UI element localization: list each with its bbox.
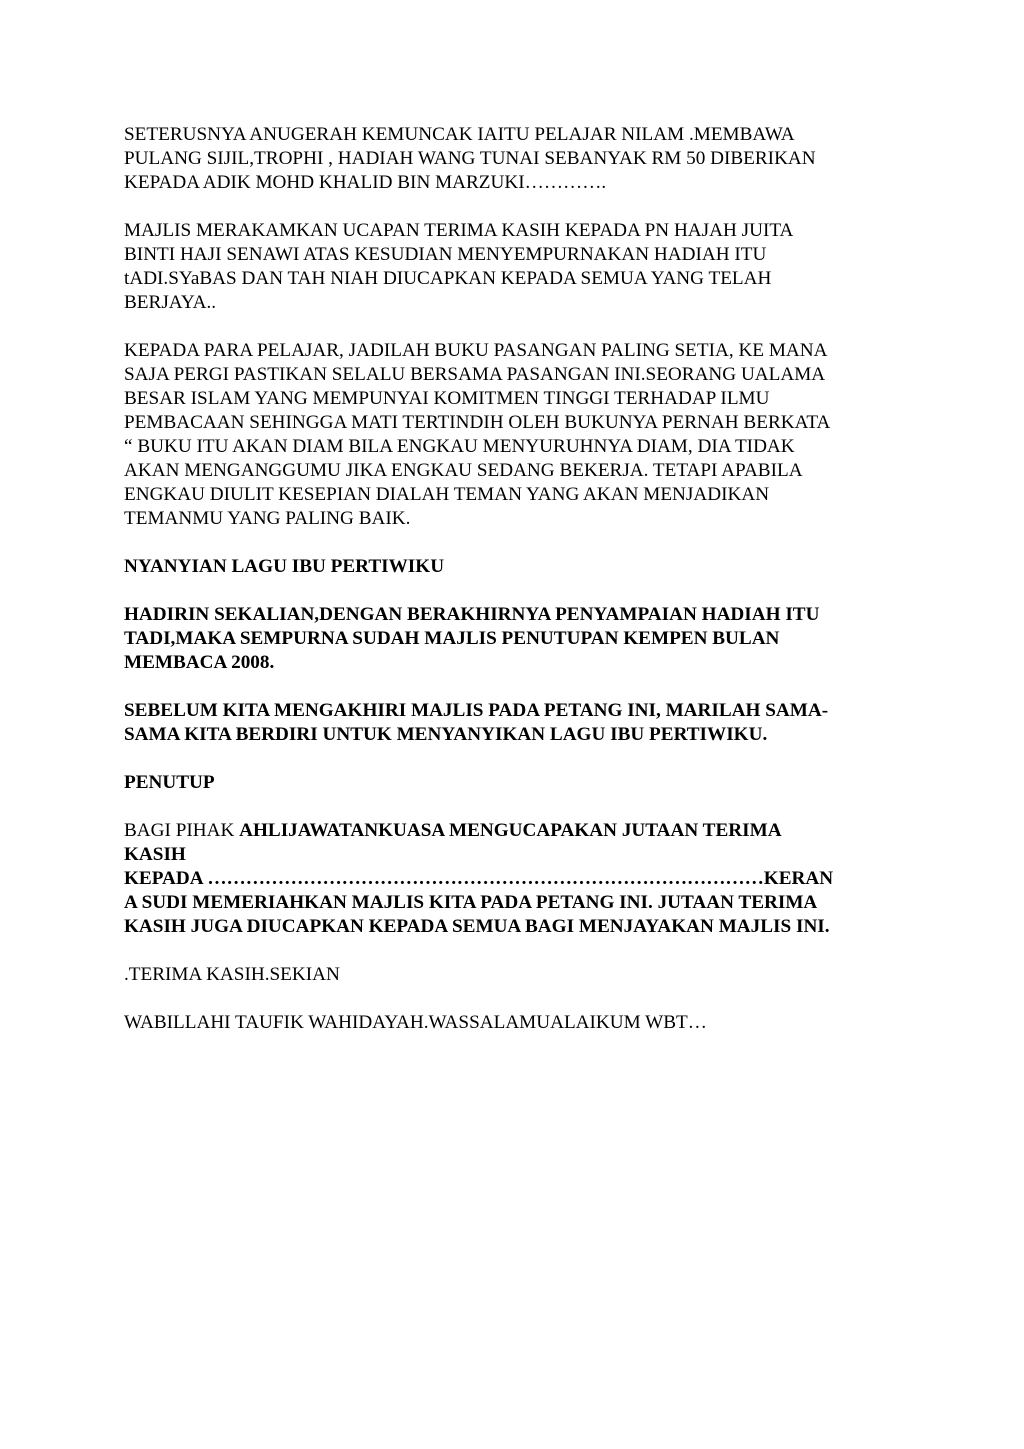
- text-line: SEBELUM KITA MENGAKHIRI MAJLIS PADA PETANG INI, MARILAH SAMA-: [124, 700, 829, 721]
- text-line: BINTI HAJI SENAWI ATAS KESUDIAN MENYEMPURNAKAN HADIAH ITU: [124, 244, 767, 265]
- text-line: PULANG SIJIL,TROPHI , HADIAH WANG TUNAI SEBANYAK RM 50 DIBERIKAN: [124, 148, 816, 169]
- text-line: SAJA PERGI PASTIKAN SELALU BERSAMA PASANGAN INI.SEORANG UALAMA: [124, 364, 826, 385]
- text-line: KEPADA PARA PELAJAR, JADILAH BUKU PASANGAN PALING SETIA, KE MANA: [124, 340, 828, 361]
- text-line: ENGKAU DIULIT KESEPIAN DIALAH TEMAN YANG AKAN MENJADIKAN: [124, 484, 770, 505]
- text-line: MAJLIS MERAKAMKAN UCAPAN TERIMA KASIH KEPADA PN HAJAH JUITA: [124, 220, 794, 241]
- text-line: MEMBACA 2008.: [124, 652, 275, 673]
- paragraph-pelajar: [124, 339, 904, 531]
- text-line: BESAR ISLAM YANG MEMPUNYAI KOMITMEN TINGGI TERHADAP ILMU: [124, 388, 770, 409]
- text-line: SAMA KITA BERDIRI UNTUK MENYANYIKAN LAGU IBU PERTIWIKU.: [124, 724, 768, 745]
- heading-penutup: [124, 771, 904, 795]
- text-line: KEPADA ADIK MOHD KHALID BIN MARZUKI………….: [124, 172, 607, 193]
- text-line: [124, 819, 904, 843]
- text-line: SETERUSNYA ANUGERAH KEMUNCAK IAITU PELAJAR NILAM .MEMBAWA: [124, 124, 795, 145]
- text-line: KASIH JUGA DIUCAPKAN KEPADA SEMUA BAGI MENJAYAKAN MAJLIS INI.: [124, 916, 830, 937]
- text-line: HADIRIN SEKALIAN,DENGAN BERAKHIRNYA PENYAMPAIAN HADIAH ITU: [124, 604, 820, 625]
- text-line: tADI.SYaBAS DAN TAH NIAH DIUCAPKAN KEPADA SEMUA YANG TELAH: [124, 268, 772, 289]
- text-run-bold: AHLIJAWATANKUASA MENGUCAPAKAN JUTAAN TERIMA: [239, 820, 782, 841]
- paragraph-anugerah: [124, 123, 904, 195]
- text-line: PEMBACAAN SEHINGGA MATI TERTINDIH OLEH BUKUNYA PERNAH BERKATA: [124, 412, 831, 433]
- paragraph-hadirin: [124, 603, 904, 675]
- heading-text: NYANYIAN LAGU IBU PERTIWIKU: [124, 556, 445, 577]
- text-line: BERJAYA..: [124, 292, 217, 313]
- text-line: WABILLAHI TAUFIK WAHIDAYAH.WASSALAMUALAIKUM WBT…: [124, 1012, 707, 1033]
- paragraph-terima-kasih-sekian: [124, 963, 904, 987]
- text-line: TEMANMU YANG PALING BAIK.: [124, 508, 411, 529]
- paragraph-terima-kasih: [124, 219, 904, 315]
- heading-text: PENUTUP: [124, 772, 215, 793]
- paragraph-wabillahi: [124, 1011, 904, 1035]
- text-line: “ BUKU ITU AKAN DIAM BILA ENGKAU MENYURUHNYA DIAM, DIA TIDAK: [124, 436, 795, 457]
- document-page: [124, 123, 904, 1059]
- text-line: A SUDI MEMERIAHKAN MAJLIS KITA PADA PETANG INI. JUTAAN TERIMA: [124, 892, 818, 913]
- text-run: BAGI PIHAK: [124, 820, 240, 841]
- paragraph-bagi-pihak: [124, 819, 904, 939]
- heading-nyanyian: [124, 555, 904, 579]
- text-line: KEPADA ……………………………………………………………………………KERAN: [124, 868, 834, 889]
- paragraph-sebelum: [124, 699, 904, 747]
- text-line: AKAN MENGANGGUMU JIKA ENGKAU SEDANG BEKERJA. TETAPI APABILA: [124, 460, 803, 481]
- text-line: KASIH: [124, 844, 186, 865]
- text-line: TADI,MAKA SEMPURNA SUDAH MAJLIS PENUTUPAN KEMPEN BULAN: [124, 628, 780, 649]
- text-line: .TERIMA KASIH.SEKIAN: [124, 964, 340, 985]
